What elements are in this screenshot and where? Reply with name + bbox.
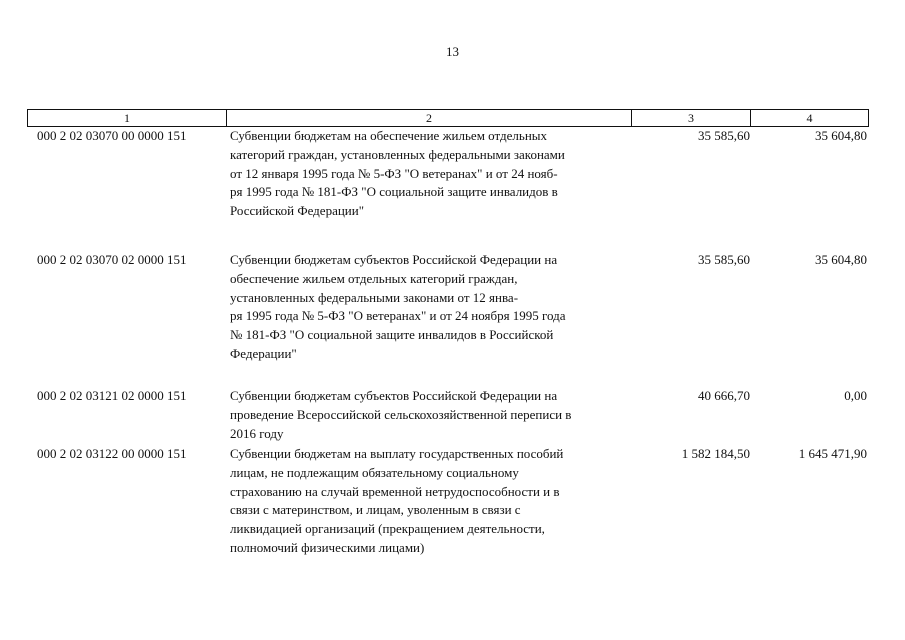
description-line: лицам, не подлежащим обязательному социальному bbox=[230, 464, 519, 480]
description-line: Субвенции бюджетам на выплату государственных пособий bbox=[230, 446, 564, 461]
table-body bbox=[27, 127, 869, 565]
description-line: 2016 году bbox=[230, 425, 284, 441]
row-description bbox=[226, 251, 631, 387]
description-line: от 12 января 1995 года № 5-ФЗ "О ветеранах" и от 24 нояб- bbox=[230, 165, 558, 181]
amount-column-3: 40 666,70 bbox=[698, 388, 750, 403]
description-line: категорий граждан, установленных федеральными законами bbox=[230, 146, 565, 162]
description-line: Российской Федерации" bbox=[230, 203, 365, 219]
description-line: Федерации" bbox=[230, 345, 297, 361]
amount-column-4: 35 604,80 bbox=[815, 252, 867, 267]
description-line: обеспечение жильем отдельных категорий граждан, bbox=[230, 270, 518, 286]
description-line: № 181-ФЗ "О социальной защите инвалидов в Российской bbox=[230, 327, 554, 343]
table-row bbox=[27, 251, 869, 387]
amount-column-3: 35 585,60 bbox=[698, 252, 750, 267]
column-header-2: 2 bbox=[227, 110, 632, 126]
budget-code: 000 2 02 03070 00 0000 151 bbox=[37, 128, 187, 143]
description-line: ликвидацией организаций (прекращением деятельности, bbox=[230, 521, 545, 537]
table-header bbox=[27, 109, 869, 127]
amount-column-3: 1 582 184,50 bbox=[681, 446, 750, 461]
amount-column-4: 35 604,80 bbox=[815, 128, 867, 143]
row-description bbox=[226, 445, 631, 565]
row-description bbox=[226, 127, 631, 251]
row-description bbox=[226, 387, 631, 445]
budget-code: 000 2 02 03070 02 0000 151 bbox=[37, 252, 187, 267]
amount-column-4: 0,00 bbox=[844, 388, 867, 403]
budget-code: 000 2 02 03122 00 0000 151 bbox=[37, 446, 187, 461]
table-row bbox=[27, 127, 869, 251]
description-line: страхованию на случай временной нетрудоспособности и в bbox=[230, 483, 560, 499]
description-line: Субвенции бюджетам субъектов Российской Федерации на bbox=[230, 388, 558, 403]
amount-column-3: 35 585,60 bbox=[698, 128, 750, 143]
description-line: ря 1995 года № 181-ФЗ "О социальной защите инвалидов в bbox=[230, 184, 558, 200]
description-line: Субвенции бюджетам на обеспечение жильем отдельных bbox=[230, 128, 548, 143]
page-number: 13 bbox=[446, 44, 459, 59]
column-header-4: 4 bbox=[806, 111, 813, 125]
amount-column-4: 1 645 471,90 bbox=[798, 446, 867, 461]
budget-code: 000 2 02 03121 02 0000 151 bbox=[37, 388, 187, 403]
description-line: установленных федеральными законами от 12 янва- bbox=[230, 289, 519, 305]
table-row bbox=[27, 387, 869, 445]
column-header-1: 1 bbox=[28, 110, 227, 126]
column-header-3: 3 bbox=[632, 110, 751, 126]
description-line: ря 1995 года № 5-ФЗ "О ветеранах" и от 24 ноября 1995 года bbox=[230, 308, 566, 324]
description-line: проведение Всероссийской сельскохозяйственной переписи в bbox=[230, 406, 572, 422]
description-line: Субвенции бюджетам субъектов Российской Федерации на bbox=[230, 252, 558, 267]
description-line: полномочий физическими лицами) bbox=[230, 539, 425, 555]
table-row bbox=[27, 445, 869, 565]
description-line: связи с материнством, и лицам, уволенным в связи с bbox=[230, 502, 521, 518]
